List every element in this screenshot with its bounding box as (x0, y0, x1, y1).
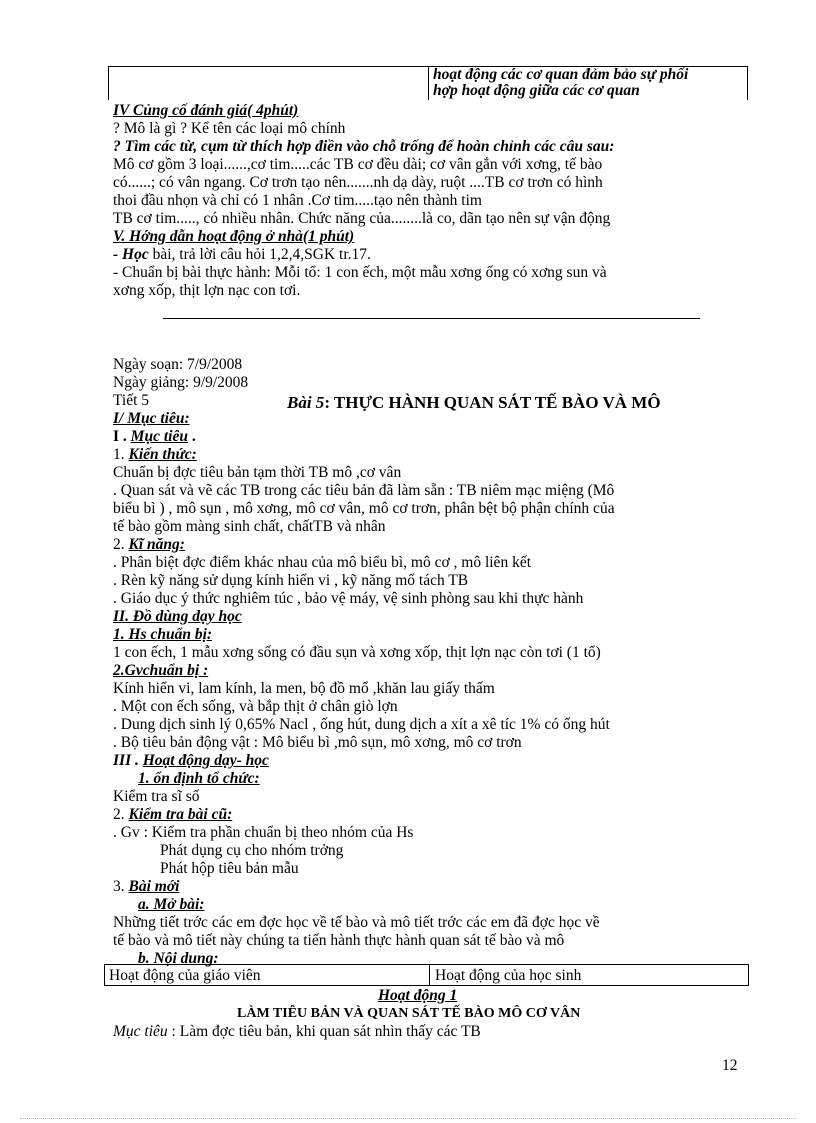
skills-line: . Rèn kỹ năng sử dụng kính hiển vi , kỹ năng mổ tách TB (113, 572, 469, 589)
objectives-heading (113, 410, 190, 428)
lesson-title-text: : THỰC HÀNH QUAN SÁT TẾ BÀO VÀ MÔ (324, 393, 661, 412)
activity-table-header (104, 964, 749, 986)
separator-line (163, 318, 700, 319)
old-lesson-heading (113, 806, 232, 824)
section-title: Bài mới (128, 878, 180, 895)
table-divider (429, 965, 430, 985)
continued-table (108, 66, 748, 100)
content-heading: b. Nội dung: (138, 950, 219, 967)
period-label: Tiết 5 (113, 392, 150, 409)
lesson-title (287, 392, 661, 414)
section-number: 2. (113, 536, 129, 553)
knowledge-line: tế bào gồm màng sinh chất, chấtTB và nhân (113, 518, 386, 535)
table-cell-line: hoạt động các cơ quan đảm bảo sự phối (433, 66, 689, 83)
check-line: Phát hộp tiêu bản mẫu (160, 860, 299, 877)
section-title: Hoạt động dạy- học (142, 752, 269, 769)
activities-heading (113, 752, 269, 770)
skills-line: . Phân biệt đợc điểm khác nhau của mô biểu bì, mô cơ , mô liên kết (113, 554, 532, 571)
activity-1-title: LÀM TIÊU BẢN VÀ QUAN SÁT TẾ BÀO MÔ CƠ VÂN (237, 1006, 581, 1021)
teacher-prep-line: . Bộ tiêu bản động vật : Mô biểu bì ,mô sụn, mô xơng, mô cơ trơn (113, 734, 522, 751)
skills-heading (113, 536, 185, 554)
homework-text: bài, trả lời câu hỏi 1,2,4,SGK tr.17. (148, 246, 371, 263)
homework-line: xơng xốp, thịt lợn nạc con tơi. (113, 282, 301, 299)
student-prep-heading: 1. Hs chuẩn bị: (113, 626, 213, 643)
objectives-subheading (113, 428, 196, 446)
review-line: thoi đầu nhọn và chỉ có 1 nhân .Cơ tim.....tạo nên thành tim (113, 192, 482, 209)
table-cell-right (433, 67, 688, 99)
activity-objective (113, 1023, 481, 1041)
introduction-line: tế bào và mô tiết này chúng ta tiến hành thực hành quan sát tế bào và mô (113, 932, 565, 949)
review-question-1: ? Mô là gì ? Kể tên các loại mô chính (113, 120, 346, 137)
section-title: Kĩ năng: (128, 536, 185, 553)
skills-line: . Giáo dục ý thức nghiêm túc , bảo vệ máy, vệ sinh phòng sau khi thực hành (113, 590, 584, 607)
review-question-2: ? Tìm các từ, cụm từ thích hợp điền vào chỗ trống để hoàn chỉnh các câu sau: (113, 138, 615, 155)
homework-heading: V. Hớng dẫn hoạt động ở nhà(1 phút) (113, 228, 355, 245)
page-bottom-border (20, 1118, 796, 1119)
objectives-text: I/ Mục tiêu: (113, 410, 190, 427)
materials-heading: II. Đồ dùng dạy học (113, 608, 242, 625)
new-lesson-heading (113, 878, 179, 896)
homework-line (113, 246, 371, 264)
section-number: 2. (113, 806, 129, 823)
knowledge-line: Chuẩn bị đợc tiêu bản tạm thời TB mô ,cơ vân (113, 464, 402, 481)
review-line: Mô cơ gồm 3 loại......,cơ tim.....các TB cơ đều dài; cơ vân gắn với xơng, tế bào (113, 156, 603, 173)
review-heading: IV Củng cố đánh giá( 4phút) (113, 102, 299, 119)
teacher-prep-line: . Dung dịch sinh lý 0,65% Nacl , ống hút, dung dịch a xít a xê tíc 1% có ống hút (113, 716, 610, 733)
introduction-line: Những tiết trớc các em đợc học về tế bào và mô tiết trớc các em đã đợc học về (113, 914, 600, 931)
section-title: Kiến thức: (128, 446, 197, 463)
review-line: TB cơ tim....., có nhiều nhân. Chức năng của........là co, dãn tạo nên sự vận động (113, 210, 611, 227)
section-number: I . (113, 428, 131, 445)
check-line: . Gv : Kiểm tra phần chuẩn bị theo nhóm của Hs (113, 824, 414, 841)
objective-label: Mục tiêu (113, 1023, 168, 1040)
objective-text: : Làm đợc tiêu bản, khi quan sát nhìn thấy các TB (167, 1023, 481, 1040)
activity-1-heading: Hoạt động 1 (378, 987, 458, 1004)
teacher-prep-line: . Một con ếch sống, và bắp thịt ở chân giò lợn (113, 698, 398, 715)
section-number: 3. (113, 878, 129, 895)
page-number: 12 (722, 1057, 738, 1074)
date-taught: Ngày giảng: 9/9/2008 (113, 374, 249, 391)
teacher-prep-line: Kính hiển vi, lam kính, la men, bộ đồ mổ ,khăn lau giấy thấm (113, 680, 495, 697)
lesson-number: Bài 5 (287, 393, 325, 412)
section-dot: . (187, 428, 196, 445)
check-line: Phát dụng cụ cho nhóm trởng (160, 842, 344, 859)
column-header-teacher: Hoạt động của giáo viên (109, 967, 261, 984)
review-line: có......; có vân ngang. Cơ trơn tạo nên.......nh dạ dày, ruột ....TB cơ trơn có hình (113, 174, 603, 191)
organization-heading: 1. ổn định tổ chức: (138, 770, 260, 787)
section-title: Kiểm tra bài cũ: (128, 806, 233, 823)
homework-line: - Chuẩn bị bài thực hành: Mỗi tổ: 1 con ếch, một mẫu xơng ống có xơng sun và (113, 264, 607, 281)
section-number: III . (113, 752, 143, 769)
knowledge-line: . Quan sát và vẽ các TB trong các tiêu bản đã làm sẵn : TB niêm mạc miệng (Mô (113, 482, 615, 499)
introduction-heading: a. Mở bài: (138, 896, 205, 913)
attendance-line: Kiểm tra sĩ số (113, 788, 200, 805)
section-title: Mục tiêu (130, 428, 188, 445)
homework-bold: - Học (113, 246, 149, 263)
column-header-student: Hoạt động của học sinh (435, 967, 582, 984)
knowledge-heading (113, 446, 197, 464)
section-number: 1. (113, 446, 129, 463)
student-prep-line: 1 con ếch, 1 mẫu xơng sống có đầu sụn và xơng xốp, thịt lợn nạc còn tơi (1 tổ) (113, 644, 601, 661)
table-cell-line: hợp hoạt động giữa các cơ quan (433, 82, 640, 99)
teacher-prep-heading: 2.Gvchuẩn bị : (113, 662, 209, 679)
date-prepared: Ngày soạn: 7/9/2008 (113, 356, 243, 373)
knowledge-line: biểu bì ) , mô sụn , mô xơng, mô cơ vân, mô cơ trơn, phân bệt bộ phận chính của (113, 500, 615, 517)
table-divider (428, 67, 429, 100)
